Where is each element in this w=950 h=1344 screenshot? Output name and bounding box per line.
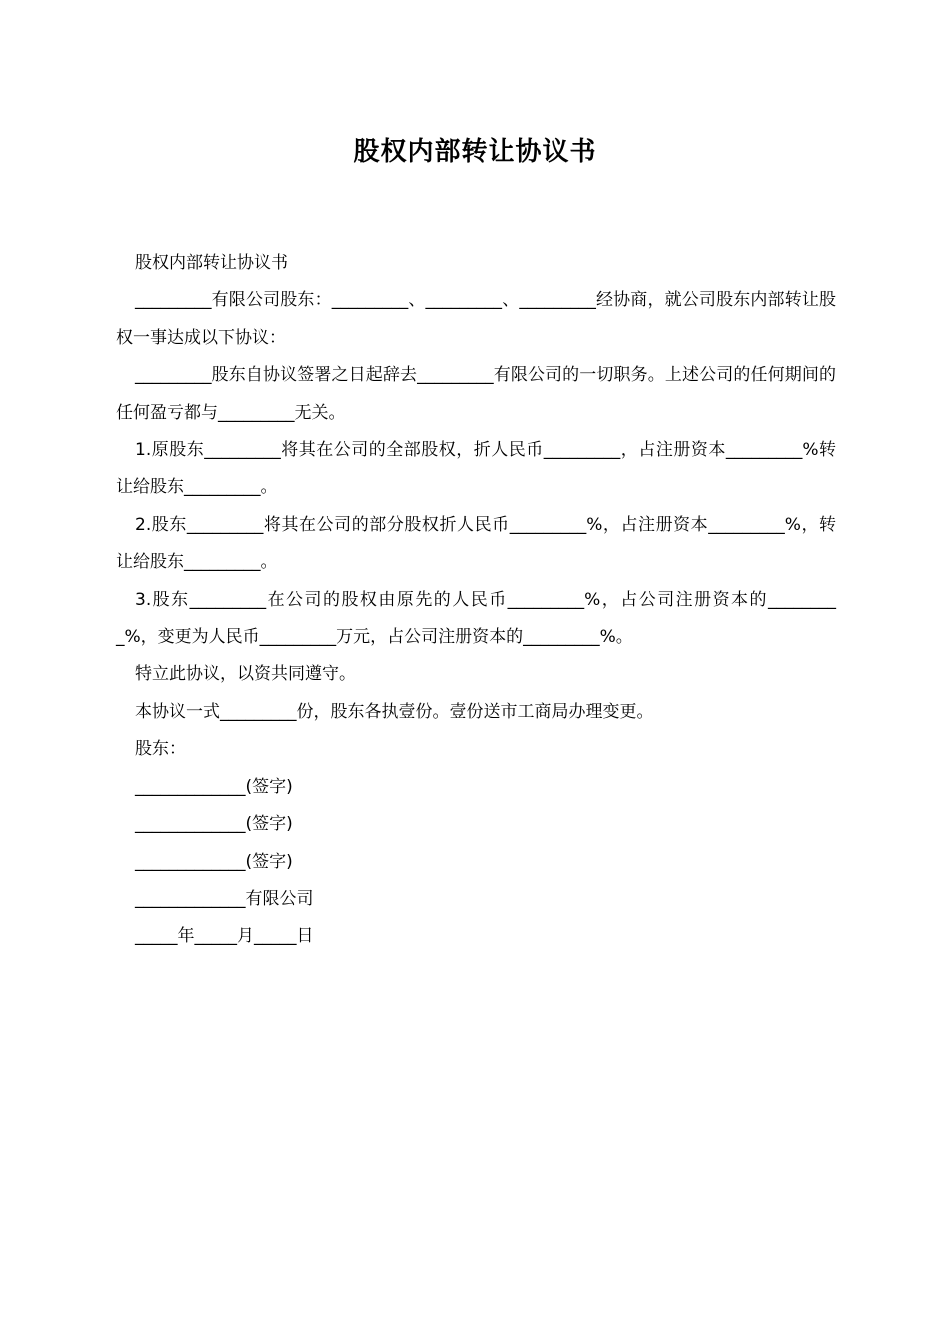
copies-statement: 本协议一式_________份，股东各执壹份。壹份送市工商局办理变更。 [135, 701, 654, 722]
date-line: _____年_____月_____日 [135, 926, 314, 947]
signature-line-2: _____________(签字) [135, 814, 293, 835]
document-body [116, 245, 836, 956]
agreement-statement: 特立此协议，以资共同遵守。 [135, 664, 356, 685]
body-heading: 股权内部转让协议书 [135, 253, 288, 273]
shareholders-label: 股东： [135, 739, 186, 760]
document-title: 股权内部转让协议书 [353, 137, 597, 167]
signature-line-1: _____________(签字) [135, 776, 293, 797]
resignation-paragraph: _________股东自协议签署之日起辞去_________有限公司的一切职务。上述公司的任何期间的任何盈亏都与_________无关。 [116, 365, 836, 423]
preamble-paragraph: _________有限公司股东：_________、_________、_________经协商，就公司股东内部转让股权一事达成以下协议： [116, 290, 836, 348]
signature-line-3: _____________(签字) [135, 851, 293, 872]
clause-2: 2.股东_________将其在公司的部分股权折人民币_________%，占注册资本_________%，转让给股东_________。 [116, 514, 836, 573]
clause-3: 3.股东_________在公司的股权由原先的人民币_________%，占公司注册资本的_________%，变更为人民币_________万元，占公司注册资本的_________%。 [116, 589, 836, 648]
clause-1: 1.原股东_________将其在公司的全部股权，折人民币_________，占注册资本_________%转让给股东_________。 [116, 440, 836, 498]
company-line: _____________有限公司 [135, 888, 314, 909]
